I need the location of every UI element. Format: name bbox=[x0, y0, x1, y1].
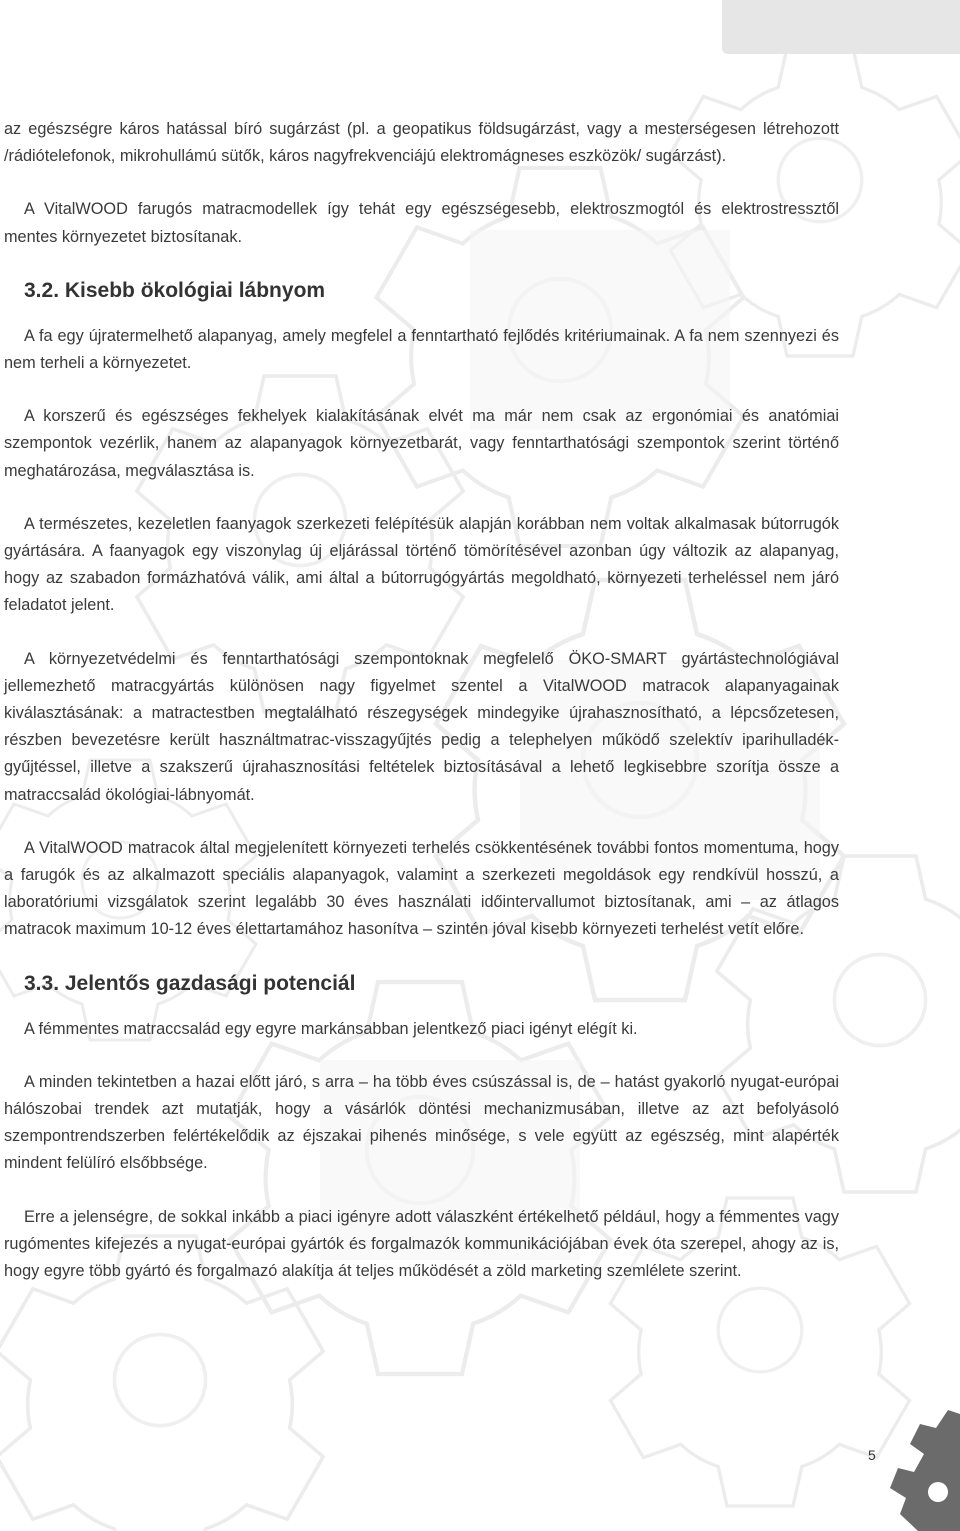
paragraph-3-3-3: Erre a jelenségre, de sokkal inkább a piaci igényre adott válaszként értékelhető például, hogy a fémmentes vagy rugómentes kifejezés a nyugat-európai gyártók és forgalmazók kommunikációjában évek óta szerepel, ahogy az is, hogy egyre több gyártó és forgalmazó alakítja át teljes működését a zöld marketing szemlélete szerint. bbox=[4, 1207, 839, 1281]
section-heading-3-2: 3.2. Kisebb ökológiai lábnyom bbox=[24, 278, 326, 302]
paragraph-3-2-2: A korszerű és egészséges fekhelyek kialakításának elvét ma már nem csak az ergonómiai és anatómiai szempontok vezérlik, hanem az alapanyagok környezetbarát, vagy fenntarthatósági szempontok szerint történő meghatározása, megválasztása is. bbox=[4, 407, 839, 480]
header-tab bbox=[722, 0, 960, 54]
paragraph-3-2-4: A környezetvédelmi és fenntarthatósági szempontoknak megfelelő ÖKO-SMART gyártástechnológiával jellemezhető matracgyártás különösen nagy figyelmet szentel a VitalWOOD matracok alapanyagainak kiválasztásának: a matractestben megtalálható részegységek mindegyike újrahasznosítható, a lépcsőzetesen, részben bevezetésre került használtmatrac-visszagyűjtés pedig a telephelyen működő szelektív iparihulladék-gyűjtéssel, illetve a szakszerű újrahasznosítási feltételek biztosításával a lehető legkisebbre szorítja össze a matraccsalád ökológiai-lábnyomát. bbox=[4, 649, 839, 804]
page-body bbox=[4, 116, 839, 1285]
page-number: 5 bbox=[868, 1447, 876, 1463]
paragraph-3-3-2: A minden tekintetben a hazai előtt járó, s arra – ha több éves csúszással is, de – hatást gyakorló nyugat-európai hálószobai trendek azt mutatják, hogy a vásárlók döntési mechanizmusában, illetve az azt befolyásoló szempontrendszerben felértékelődik az éjszakai pihenés minősége, s vele együtt az egészség, mint alapérték mindent felülíró elsőbbsége. bbox=[4, 1072, 839, 1173]
paragraph-intro-2: A VitalWOOD farugós matracmodellek így tehát egy egészségesebb, elektroszmogtól és elektrostressztől mentes környezetet biztosítanak. bbox=[4, 200, 839, 246]
paragraph-3-3-1: A fémmentes matraccsalád egy egyre markánsabban jelentkező piaci igényt elégít ki. bbox=[24, 1019, 638, 1038]
paragraph-3-2-1: A fa egy újratermelhető alapanyag, amely megfelel a fenntartható fejlődés kritériumainak. A fa nem szennyezi és nem terheli a környezetet. bbox=[4, 326, 839, 373]
section-heading-3-3: 3.3. Jelentős gazdasági potenciál bbox=[24, 971, 356, 995]
paragraph-intro-1: az egészségre káros hatással bíró sugárzást (pl. a geopatikus földsugárzást, vagy a mesterségesen létrehozott /rádiótelefonok, mikrohullámú sütők, káros nagyfrekvenciájú elektromágneses eszközök/ sugárzást). bbox=[4, 120, 839, 166]
paragraph-3-2-3: A természetes, kezeletlen faanyagok szerkezeti felépítésük alapján korábban nem voltak alkalmasak bútorrugók gyártására. A faanyagok egy viszonylag új eljárással történő tömörítésével azonban úgy változik az alapanyag, hogy az szabadon formázhatóvá válik, ami által a bútorrugógyártás megoldható, környezeti terheléssel nem járó feladatot jelent. bbox=[4, 514, 839, 615]
paragraph-3-2-5: A VitalWOOD matracok által megjelenített környezeti terhelés csökkentésének további fontos momentuma, hogy a farugók és az alkalmazott speciális alapanyagok, valamint a szerkezeti megoldások egy rendkívül hosszú, a laboratóriumi vizsgálatok szerint legalább 30 éves használati időintervallumot biztosítanak, ami – az átlagos matracok maximum 10-12 éves élettartamához hasonítva – szintén jóval kisebb környezeti terhelést vetít előre. bbox=[4, 838, 839, 939]
gear-corner-icon bbox=[890, 1410, 960, 1531]
